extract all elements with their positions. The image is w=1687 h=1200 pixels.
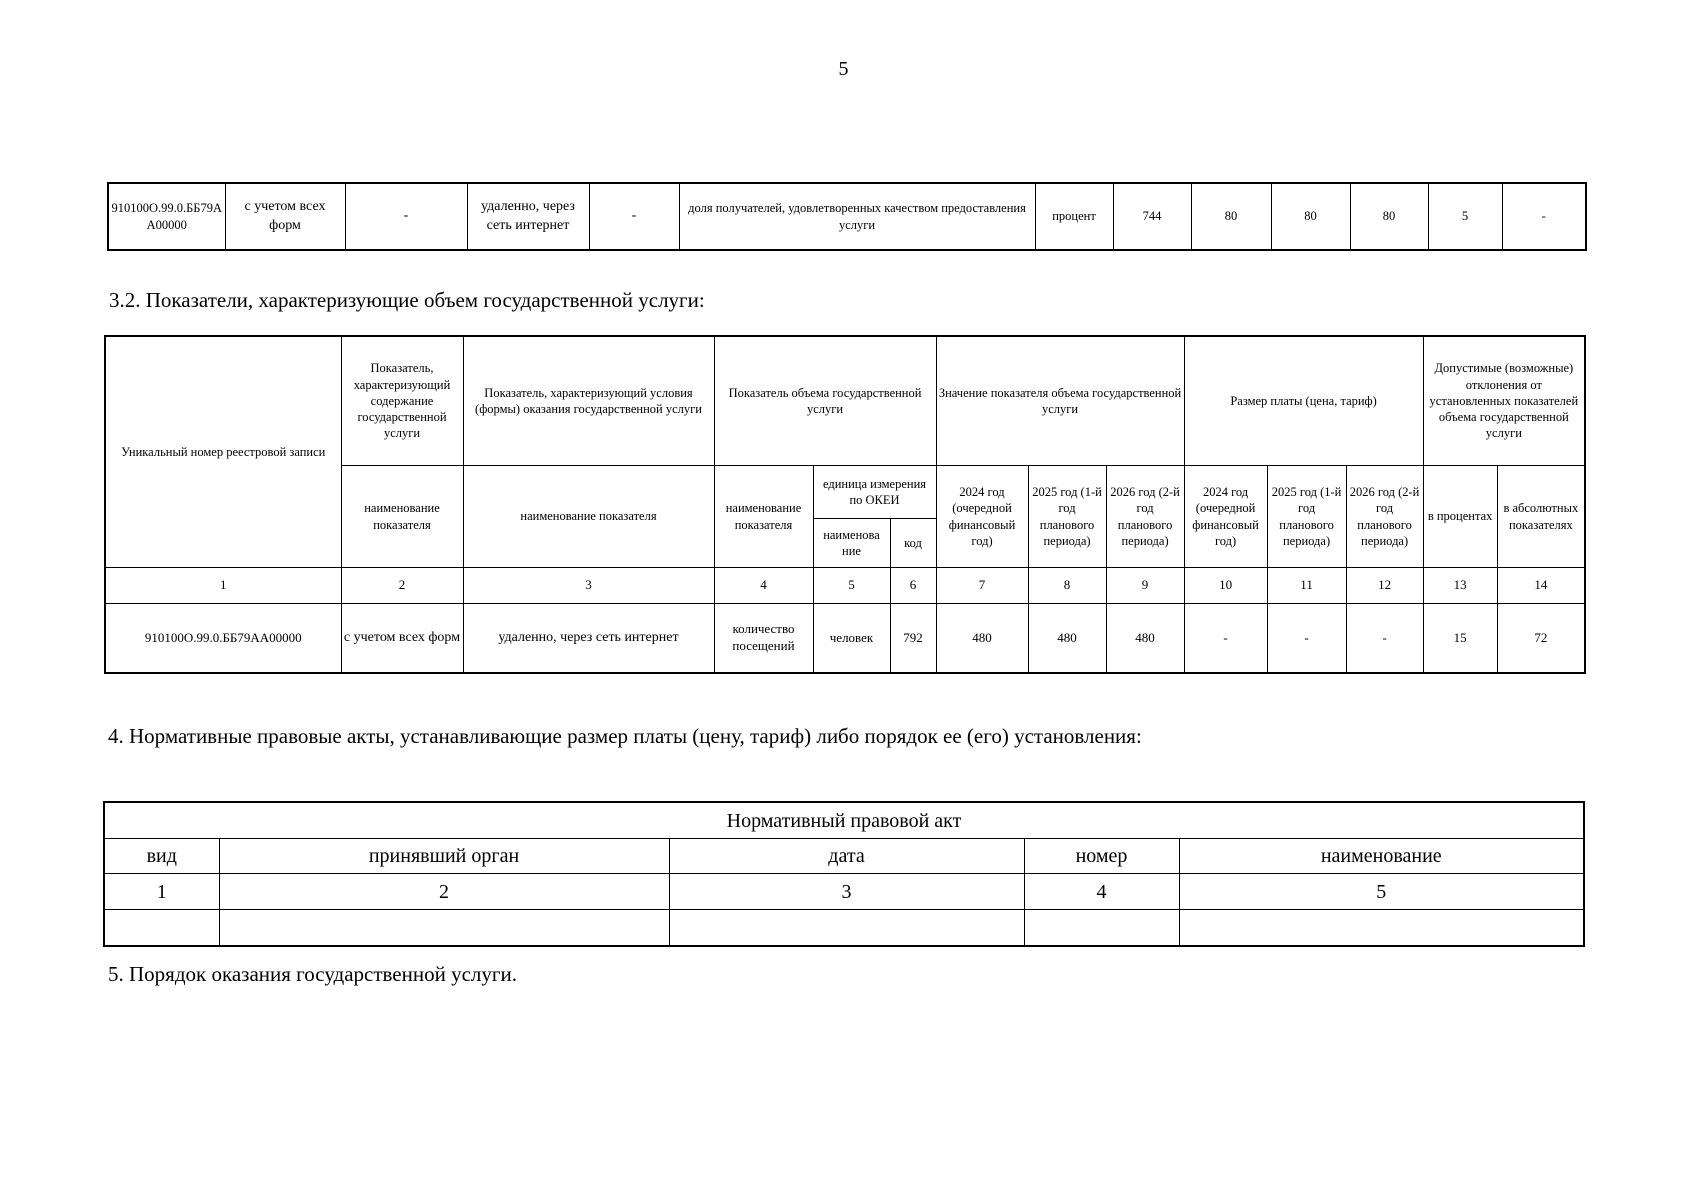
header-date: дата — [669, 839, 1024, 874]
header-unit-okei: единица измерения по ОКЕИ — [813, 466, 936, 519]
header-number: номер — [1024, 839, 1179, 874]
registry-code-cell: 910100О.99.0.ББ79АА00000 — [108, 183, 225, 250]
quality-indicators-table-continuation — [107, 182, 1587, 251]
header-unit-name: наименова ние — [813, 519, 890, 568]
legal-act-title: Нормативный правовой акт — [104, 802, 1584, 839]
header-volume-value: Значение показателя объема государственной услуги — [936, 336, 1184, 466]
empty-cell — [1024, 910, 1179, 947]
header-name-indicator-wide: наименование показателя — [463, 466, 714, 568]
deviation-absolute-cell: - — [1502, 183, 1586, 250]
col-number: 10 — [1184, 568, 1267, 604]
indicator-name-cell: доля получателей, удовлетворенных качеством предоставления услуги — [679, 183, 1035, 250]
table-title-row — [104, 802, 1584, 839]
value-2026-cell: 480 — [1106, 604, 1184, 674]
header-content-indicator: Показатель, характеризующий содержание государственной услуги — [341, 336, 463, 466]
content-cell: с учетом всех форм — [225, 183, 345, 250]
value-2024-cell: 80 — [1191, 183, 1271, 250]
unit-name-cell: процент — [1035, 183, 1113, 250]
header-name: наименование — [1179, 839, 1584, 874]
column-number-row — [105, 568, 1585, 604]
volume-indicators-table — [104, 335, 1586, 674]
value-2025-cell: 480 — [1028, 604, 1106, 674]
deviation-absolute-cell: 72 — [1497, 604, 1585, 674]
col-number: 8 — [1028, 568, 1106, 604]
value-2024-cell: 480 — [936, 604, 1028, 674]
table-row — [104, 910, 1584, 947]
indicator-name-cell: количество посещений — [714, 604, 813, 674]
conditions-cell: удаленно, через сеть интернет — [467, 183, 589, 250]
header-unit-code: код — [890, 519, 936, 568]
header-year-2026: 2026 год (2-й год планового периода) — [1106, 466, 1184, 568]
header-fee: Размер платы (цена, тариф) — [1184, 336, 1423, 466]
col-number: 5 — [1179, 874, 1584, 910]
header-fee-2024: 2024 год (очередной финансовый год) — [1184, 466, 1267, 568]
table-header-row — [105, 336, 1585, 466]
fee-2025-cell: - — [1267, 604, 1346, 674]
fee-2024-cell: - — [1184, 604, 1267, 674]
empty-cell — [1179, 910, 1584, 947]
okei-code-cell: 792 — [890, 604, 936, 674]
deviation-percent-cell: 15 — [1423, 604, 1497, 674]
header-name-indicator-volume: наименование показателя — [714, 466, 813, 568]
section-3-2-heading: 3.2. Показатели, характеризующие объем государственной услуги: — [109, 288, 705, 312]
section-4-heading: 4. Нормативные правовые акты, устанавливающие размер платы (цену, тариф) либо порядок ее (его) установления: — [108, 724, 1142, 748]
value-2026-cell: 80 — [1350, 183, 1428, 250]
col-number: 4 — [714, 568, 813, 604]
table-row — [105, 604, 1585, 674]
col-number: 14 — [1497, 568, 1585, 604]
col-number: 2 — [341, 568, 463, 604]
col-number: 12 — [1346, 568, 1423, 604]
okei-code-cell: 744 — [1113, 183, 1191, 250]
col-number: 3 — [669, 874, 1024, 910]
fee-2026-cell: - — [1346, 604, 1423, 674]
header-registry: Уникальный номер реестровой записи — [105, 336, 341, 568]
empty-cell — [219, 910, 669, 947]
content-cell-2: - — [345, 183, 467, 250]
header-conditions-indicator: Показатель, характеризующий условия (формы) оказания государственной услуги — [463, 336, 714, 466]
header-name-indicator: наименование показателя — [341, 466, 463, 568]
unit-name-cell: человек — [813, 604, 890, 674]
empty-cell — [669, 910, 1024, 947]
header-deviation: Допустимые (возможные) отклонения от установленных показателей объема государственной услуги — [1423, 336, 1585, 466]
column-number-row — [104, 874, 1584, 910]
header-absolute: в абсолютных показателях — [1497, 466, 1585, 568]
empty-cell — [104, 910, 219, 947]
registry-code-cell: 910100О.99.0.ББ79АА00000 — [105, 604, 341, 674]
header-year-2024: 2024 год (очередной финансовый год) — [936, 466, 1028, 568]
header-volume-indicator: Показатель объема государственной услуги — [714, 336, 936, 466]
header-fee-2026: 2026 год (2-й год планового периода) — [1346, 466, 1423, 568]
col-number: 6 — [890, 568, 936, 604]
header-percent: в процентах — [1423, 466, 1497, 568]
value-2025-cell: 80 — [1271, 183, 1350, 250]
table-row — [108, 183, 1586, 250]
legal-acts-table — [103, 801, 1585, 947]
content-cell: с учетом всех форм — [341, 604, 463, 674]
col-number: 1 — [104, 874, 219, 910]
col-number: 5 — [813, 568, 890, 604]
page-number: 5 — [838, 58, 849, 80]
section-5-heading: 5. Порядок оказания государственной услуги. — [108, 962, 517, 986]
col-number: 13 — [1423, 568, 1497, 604]
col-number: 9 — [1106, 568, 1184, 604]
header-authority: принявший орган — [219, 839, 669, 874]
col-number: 2 — [219, 874, 669, 910]
col-number: 7 — [936, 568, 1028, 604]
deviation-percent-cell: 5 — [1428, 183, 1502, 250]
header-type: вид — [104, 839, 219, 874]
table-header-row — [104, 839, 1584, 874]
col-number: 3 — [463, 568, 714, 604]
col-number: 1 — [105, 568, 341, 604]
col-number: 4 — [1024, 874, 1179, 910]
header-year-2025: 2025 год (1-й год планового периода) — [1028, 466, 1106, 568]
col-number: 11 — [1267, 568, 1346, 604]
header-fee-2025: 2025 год (1-й год планового периода) — [1267, 466, 1346, 568]
conditions-cell-2: - — [589, 183, 679, 250]
conditions-cell: удаленно, через сеть интернет — [463, 604, 714, 674]
